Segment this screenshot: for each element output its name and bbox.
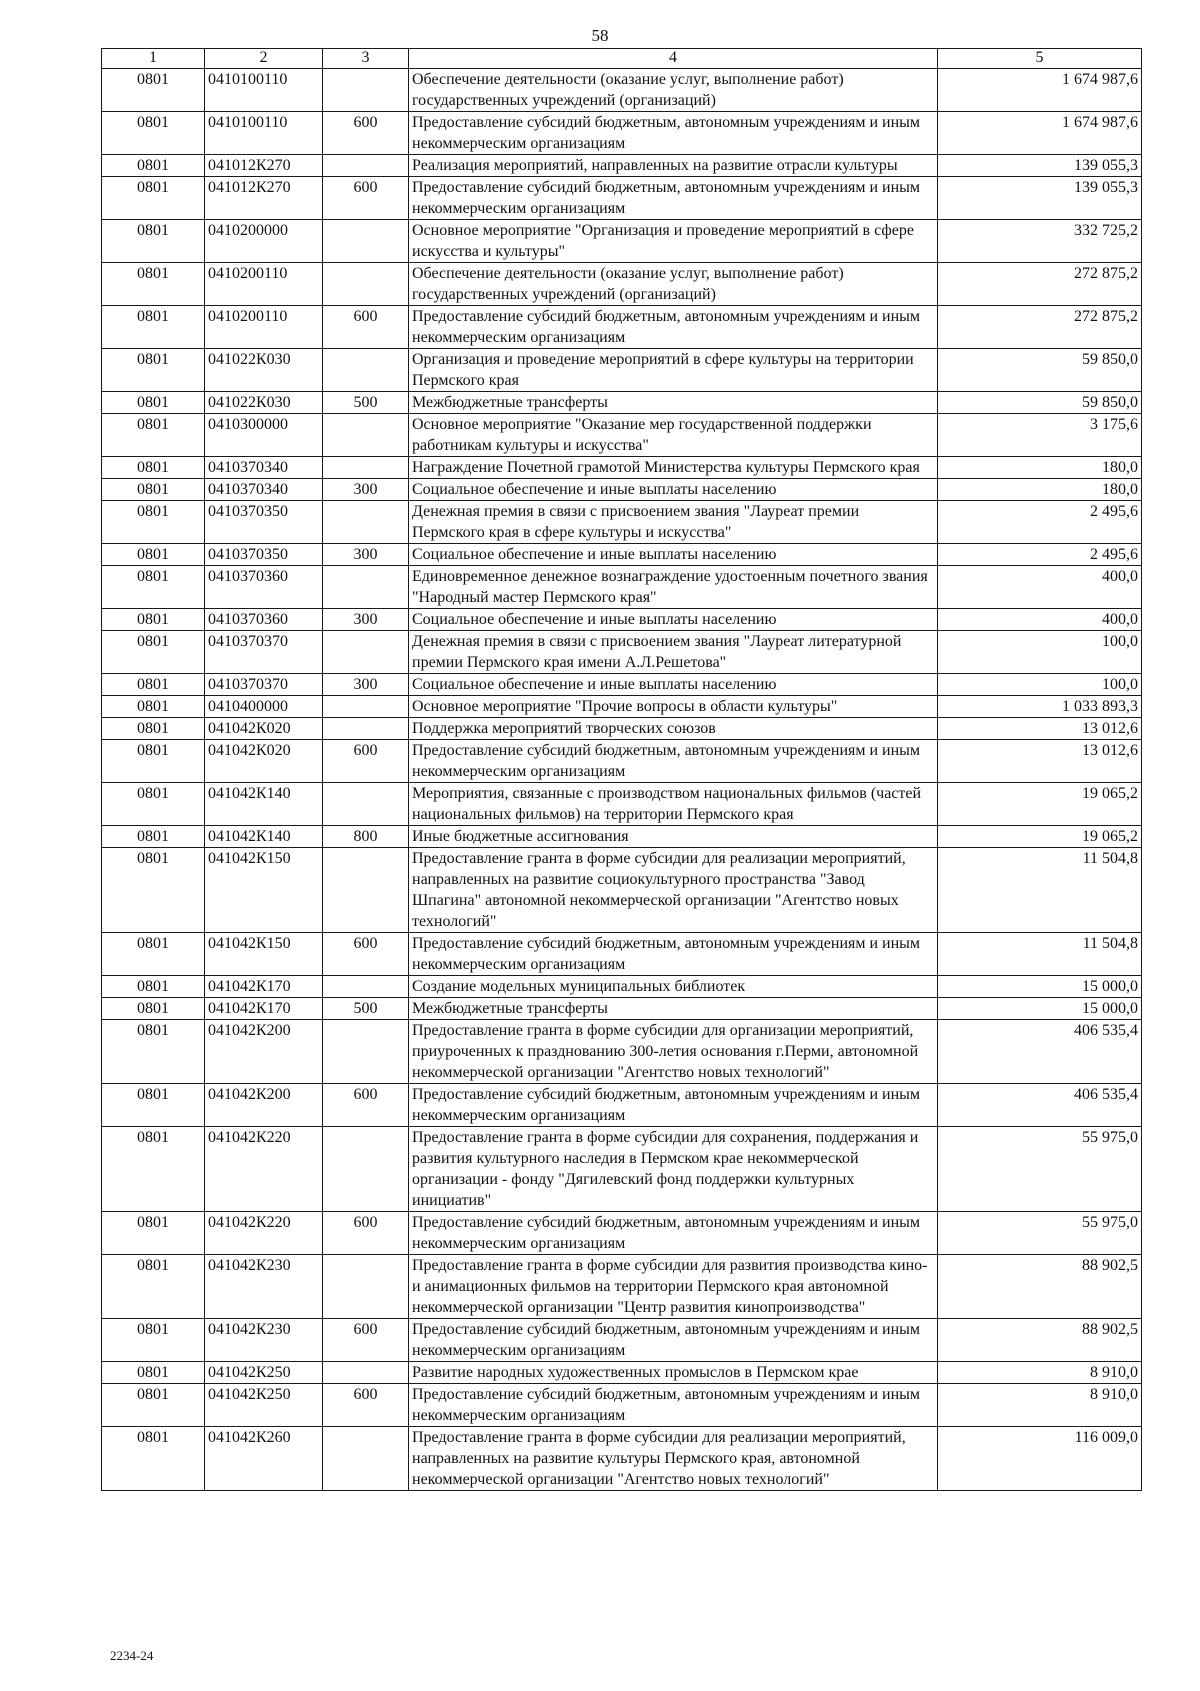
expense-type-cell: 300: [323, 479, 409, 501]
table-row: [102, 998, 1142, 1020]
amount-cell: 8 910,0: [938, 1384, 1142, 1427]
table-row: [102, 479, 1142, 501]
target-code-cell: 0410200000: [205, 220, 323, 263]
target-code-cell: 0410200110: [205, 263, 323, 306]
amount-cell: 88 902,5: [938, 1319, 1142, 1362]
item-name-cell: Основное мероприятие "Прочие вопросы в области культуры": [409, 696, 938, 718]
target-code-cell: 0410370370: [205, 674, 323, 696]
item-name-cell: Межбюджетные трансферты: [409, 392, 938, 414]
table-row: [102, 976, 1142, 998]
expense-type-cell: [323, 976, 409, 998]
column-header: 4: [409, 49, 938, 69]
target-code-cell: 041042К200: [205, 1020, 323, 1084]
table-row: [102, 1427, 1142, 1491]
section-cell: 0801: [102, 631, 205, 674]
amount-cell: 1 033 893,3: [938, 696, 1142, 718]
amount-cell: 139 055,3: [938, 177, 1142, 220]
amount-cell: 59 850,0: [938, 349, 1142, 392]
item-name-cell: Предоставление субсидий бюджетным, автономным учреждениям и иным некоммерческим организациям: [409, 1212, 938, 1255]
amount-cell: 2 495,6: [938, 501, 1142, 544]
table-row: [102, 718, 1142, 740]
section-cell: 0801: [102, 848, 205, 933]
amount-cell: 11 504,8: [938, 848, 1142, 933]
target-code-cell: 0410370350: [205, 544, 323, 566]
section-cell: 0801: [102, 1127, 205, 1212]
expense-type-cell: 600: [323, 177, 409, 220]
expense-type-cell: 500: [323, 998, 409, 1020]
item-name-cell: Социальное обеспечение и иные выплаты населению: [409, 479, 938, 501]
column-header: 5: [938, 49, 1142, 69]
table-row: [102, 1255, 1142, 1319]
amount-cell: 406 535,4: [938, 1020, 1142, 1084]
target-code-cell: 041022К030: [205, 349, 323, 392]
item-name-cell: Мероприятия, связанные с производством национальных фильмов (частей национальных фильмов) на территории Пермского края: [409, 783, 938, 826]
amount-cell: 55 975,0: [938, 1212, 1142, 1255]
section-cell: 0801: [102, 306, 205, 349]
item-name-cell: Поддержка мероприятий творческих союзов: [409, 718, 938, 740]
amount-cell: 59 850,0: [938, 392, 1142, 414]
expense-type-cell: 600: [323, 933, 409, 976]
section-cell: 0801: [102, 609, 205, 631]
document-code: 2234-24: [110, 1648, 154, 1663]
section-cell: 0801: [102, 674, 205, 696]
item-name-cell: Социальное обеспечение и иные выплаты населению: [409, 544, 938, 566]
item-name-cell: Предоставление гранта в форме субсидии для реализации мероприятий, направленных на развитие социокультурного пространства "Завод Шпагина" автономной некоммерческой организации "Агентство новых технологий": [409, 848, 938, 933]
column-header: 3: [323, 49, 409, 69]
item-name-cell: Социальное обеспечение и иные выплаты населению: [409, 609, 938, 631]
item-name-cell: Предоставление субсидий бюджетным, автономным учреждениям и иным некоммерческим организациям: [409, 112, 938, 155]
expense-type-cell: 300: [323, 609, 409, 631]
target-code-cell: 041042К020: [205, 740, 323, 783]
item-name-cell: Денежная премия в связи с присвоением звания "Лауреат литературной премии Пермского края имени А.Л.Решетова": [409, 631, 938, 674]
item-name-cell: Обеспечение деятельности (оказание услуг, выполнение работ) государственных учреждений (организаций): [409, 263, 938, 306]
column-header: 1: [102, 49, 205, 69]
expense-type-cell: [323, 69, 409, 112]
expense-type-cell: [323, 783, 409, 826]
table-row: [102, 566, 1142, 609]
item-name-cell: Предоставление субсидий бюджетным, автономным учреждениям и иным некоммерческим организациям: [409, 306, 938, 349]
target-code-cell: 041042К250: [205, 1362, 323, 1384]
table-row: [102, 1084, 1142, 1127]
section-cell: 0801: [102, 718, 205, 740]
amount-cell: 88 902,5: [938, 1255, 1142, 1319]
expense-type-cell: 300: [323, 674, 409, 696]
section-cell: 0801: [102, 457, 205, 479]
table-row: [102, 544, 1142, 566]
item-name-cell: Реализация мероприятий, направленных на развитие отрасли культуры: [409, 155, 938, 177]
section-cell: 0801: [102, 826, 205, 848]
section-cell: 0801: [102, 479, 205, 501]
target-code-cell: 041042К150: [205, 933, 323, 976]
table-row: [102, 112, 1142, 155]
item-name-cell: Предоставление гранта в форме субсидии для реализации мероприятий, направленных на развитие культуры Пермского края, автономной некоммерческой организации "Агентство новых технологий": [409, 1427, 938, 1491]
expense-type-cell: 600: [323, 1212, 409, 1255]
table-row: [102, 848, 1142, 933]
amount-cell: 2 495,6: [938, 544, 1142, 566]
target-code-cell: 0410370350: [205, 501, 323, 544]
amount-cell: 100,0: [938, 674, 1142, 696]
section-cell: 0801: [102, 740, 205, 783]
table-row: [102, 674, 1142, 696]
section-cell: 0801: [102, 933, 205, 976]
table-row: [102, 1319, 1142, 1362]
expense-type-cell: [323, 220, 409, 263]
expense-type-cell: [323, 1020, 409, 1084]
amount-cell: 100,0: [938, 631, 1142, 674]
target-code-cell: 0410100110: [205, 69, 323, 112]
amount-cell: 11 504,8: [938, 933, 1142, 976]
item-name-cell: Предоставление субсидий бюджетным, автономным учреждениям и иным некоммерческим организациям: [409, 740, 938, 783]
target-code-cell: 041012К270: [205, 177, 323, 220]
section-cell: 0801: [102, 220, 205, 263]
table-row: [102, 457, 1142, 479]
section-cell: 0801: [102, 392, 205, 414]
amount-cell: 3 175,6: [938, 414, 1142, 457]
target-code-cell: 041042К220: [205, 1127, 323, 1212]
target-code-cell: 0410200110: [205, 306, 323, 349]
target-code-cell: 041042К230: [205, 1255, 323, 1319]
item-name-cell: Предоставление субсидий бюджетным, автономным учреждениям и иным некоммерческим организациям: [409, 177, 938, 220]
section-cell: 0801: [102, 976, 205, 998]
expense-type-cell: [323, 1127, 409, 1212]
section-cell: 0801: [102, 263, 205, 306]
target-code-cell: 0410370340: [205, 479, 323, 501]
target-code-cell: 0410370360: [205, 566, 323, 609]
item-name-cell: Награждение Почетной грамотой Министерства культуры Пермского края: [409, 457, 938, 479]
expense-type-cell: [323, 349, 409, 392]
item-name-cell: Предоставление гранта в форме субсидии для организации мероприятий, приуроченных к празднованию 300-летия основания г.Перми, автономной некоммерческой организации "Агентство новых технологий": [409, 1020, 938, 1084]
target-code-cell: 041042К150: [205, 848, 323, 933]
expense-type-cell: 600: [323, 1319, 409, 1362]
expense-type-cell: [323, 848, 409, 933]
amount-cell: 272 875,2: [938, 306, 1142, 349]
section-cell: 0801: [102, 414, 205, 457]
table-row: [102, 177, 1142, 220]
table-body: [102, 69, 1142, 1491]
table-row: [102, 631, 1142, 674]
table-row: [102, 1362, 1142, 1384]
section-cell: 0801: [102, 1212, 205, 1255]
target-code-cell: 041042К200: [205, 1084, 323, 1127]
item-name-cell: Организация и проведение мероприятий в сфере культуры на территории Пермского края: [409, 349, 938, 392]
table-row: [102, 1020, 1142, 1084]
amount-cell: 15 000,0: [938, 998, 1142, 1020]
section-cell: 0801: [102, 112, 205, 155]
amount-cell: 400,0: [938, 609, 1142, 631]
amount-cell: 19 065,2: [938, 826, 1142, 848]
amount-cell: 15 000,0: [938, 976, 1142, 998]
expense-type-cell: 600: [323, 740, 409, 783]
section-cell: 0801: [102, 177, 205, 220]
budget-table: [101, 48, 1142, 1491]
amount-cell: 116 009,0: [938, 1427, 1142, 1491]
item-name-cell: Развитие народных художественных промыслов в Пермском крае: [409, 1362, 938, 1384]
table-row: [102, 1384, 1142, 1427]
section-cell: 0801: [102, 69, 205, 112]
table-row: [102, 392, 1142, 414]
target-code-cell: 041042К250: [205, 1384, 323, 1427]
table-row: [102, 1127, 1142, 1212]
item-name-cell: Основное мероприятие "Оказание мер государственной поддержки работникам культуры и искусства": [409, 414, 938, 457]
item-name-cell: Предоставление гранта в форме субсидии для сохранения, поддержания и развития культурного наследия в Пермском крае некоммерческой организации - фонду "Дягилевский фонд поддержки культурных инициатив": [409, 1127, 938, 1212]
expense-type-cell: [323, 718, 409, 740]
expense-type-cell: 300: [323, 544, 409, 566]
item-name-cell: Предоставление субсидий бюджетным, автономным учреждениям и иным некоммерческим организациям: [409, 933, 938, 976]
table-row: [102, 826, 1142, 848]
expense-type-cell: 600: [323, 1384, 409, 1427]
target-code-cell: 0410370360: [205, 609, 323, 631]
item-name-cell: Основное мероприятие "Организация и проведение мероприятий в сфере искусства и культуры": [409, 220, 938, 263]
expense-type-cell: [323, 566, 409, 609]
target-code-cell: 0410370340: [205, 457, 323, 479]
section-cell: 0801: [102, 1020, 205, 1084]
expense-type-cell: [323, 1427, 409, 1491]
expense-type-cell: [323, 501, 409, 544]
table-row: [102, 414, 1142, 457]
item-name-cell: Предоставление субсидий бюджетным, автономным учреждениям и иным некоммерческим организациям: [409, 1319, 938, 1362]
amount-cell: 400,0: [938, 566, 1142, 609]
section-cell: 0801: [102, 349, 205, 392]
item-name-cell: Иные бюджетные ассигнования: [409, 826, 938, 848]
table-row: [102, 933, 1142, 976]
item-name-cell: Создание модельных муниципальных библиотек: [409, 976, 938, 998]
expense-type-cell: 600: [323, 306, 409, 349]
amount-cell: 1 674 987,6: [938, 69, 1142, 112]
expense-type-cell: 500: [323, 392, 409, 414]
page-number: 58: [591, 26, 609, 45]
amount-cell: 1 674 987,6: [938, 112, 1142, 155]
item-name-cell: Единовременное денежное вознаграждение удостоенным почетного звания "Народный мастер Пермского края": [409, 566, 938, 609]
table-row: [102, 349, 1142, 392]
target-code-cell: 041042К170: [205, 976, 323, 998]
target-code-cell: 041042К230: [205, 1319, 323, 1362]
item-name-cell: Предоставление субсидий бюджетным, автономным учреждениям и иным некоммерческим организациям: [409, 1084, 938, 1127]
amount-cell: 139 055,3: [938, 155, 1142, 177]
amount-cell: 8 910,0: [938, 1362, 1142, 1384]
header-row: [102, 49, 1142, 69]
section-cell: 0801: [102, 696, 205, 718]
target-code-cell: 0410400000: [205, 696, 323, 718]
item-name-cell: Предоставление субсидий бюджетным, автономным учреждениям и иным некоммерческим организациям: [409, 1384, 938, 1427]
amount-cell: 406 535,4: [938, 1084, 1142, 1127]
target-code-cell: 041042К170: [205, 998, 323, 1020]
target-code-cell: 041042К140: [205, 783, 323, 826]
table-row: [102, 306, 1142, 349]
amount-cell: 55 975,0: [938, 1127, 1142, 1212]
table-row: [102, 263, 1142, 306]
expense-type-cell: [323, 263, 409, 306]
section-cell: 0801: [102, 998, 205, 1020]
section-cell: 0801: [102, 1427, 205, 1491]
expense-type-cell: [323, 631, 409, 674]
table-row: [102, 740, 1142, 783]
table-row: [102, 501, 1142, 544]
amount-cell: 13 012,6: [938, 740, 1142, 783]
section-cell: 0801: [102, 501, 205, 544]
expense-type-cell: 600: [323, 1084, 409, 1127]
item-name-cell: Денежная премия в связи с присвоением звания "Лауреат премии Пермского края в сфере культуры и искусства": [409, 501, 938, 544]
amount-cell: 180,0: [938, 457, 1142, 479]
amount-cell: 180,0: [938, 479, 1142, 501]
target-code-cell: 041042К220: [205, 1212, 323, 1255]
target-code-cell: 041042К020: [205, 718, 323, 740]
expense-type-cell: [323, 1362, 409, 1384]
section-cell: 0801: [102, 1084, 205, 1127]
amount-cell: 272 875,2: [938, 263, 1142, 306]
expense-type-cell: [323, 457, 409, 479]
item-name-cell: Межбюджетные трансферты: [409, 998, 938, 1020]
target-code-cell: 0410370370: [205, 631, 323, 674]
section-cell: 0801: [102, 1319, 205, 1362]
column-header: 2: [205, 49, 323, 69]
item-name-cell: Обеспечение деятельности (оказание услуг, выполнение работ) государственных учреждений (организаций): [409, 69, 938, 112]
section-cell: 0801: [102, 1362, 205, 1384]
table-row: [102, 609, 1142, 631]
target-code-cell: 041042К260: [205, 1427, 323, 1491]
section-cell: 0801: [102, 1255, 205, 1319]
expense-type-cell: [323, 1255, 409, 1319]
target-code-cell: 041022К030: [205, 392, 323, 414]
target-code-cell: 0410300000: [205, 414, 323, 457]
expense-type-cell: [323, 155, 409, 177]
expense-type-cell: 800: [323, 826, 409, 848]
table-row: [102, 155, 1142, 177]
table-row: [102, 696, 1142, 718]
section-cell: 0801: [102, 566, 205, 609]
section-cell: 0801: [102, 1384, 205, 1427]
expense-type-cell: [323, 414, 409, 457]
table-row: [102, 220, 1142, 263]
table-row: [102, 1212, 1142, 1255]
expense-type-cell: [323, 696, 409, 718]
item-name-cell: Социальное обеспечение и иные выплаты населению: [409, 674, 938, 696]
table-row: [102, 783, 1142, 826]
target-code-cell: 041012К270: [205, 155, 323, 177]
target-code-cell: 041042К140: [205, 826, 323, 848]
target-code-cell: 0410100110: [205, 112, 323, 155]
section-cell: 0801: [102, 544, 205, 566]
amount-cell: 332 725,2: [938, 220, 1142, 263]
expense-type-cell: 600: [323, 112, 409, 155]
amount-cell: 19 065,2: [938, 783, 1142, 826]
section-cell: 0801: [102, 783, 205, 826]
amount-cell: 13 012,6: [938, 718, 1142, 740]
section-cell: 0801: [102, 155, 205, 177]
item-name-cell: Предоставление гранта в форме субсидии для развития производства кино- и анимационных фильмов на территории Пермского края автономной некоммерческой организации "Центр развития кинопроизводства": [409, 1255, 938, 1319]
table-row: [102, 69, 1142, 112]
